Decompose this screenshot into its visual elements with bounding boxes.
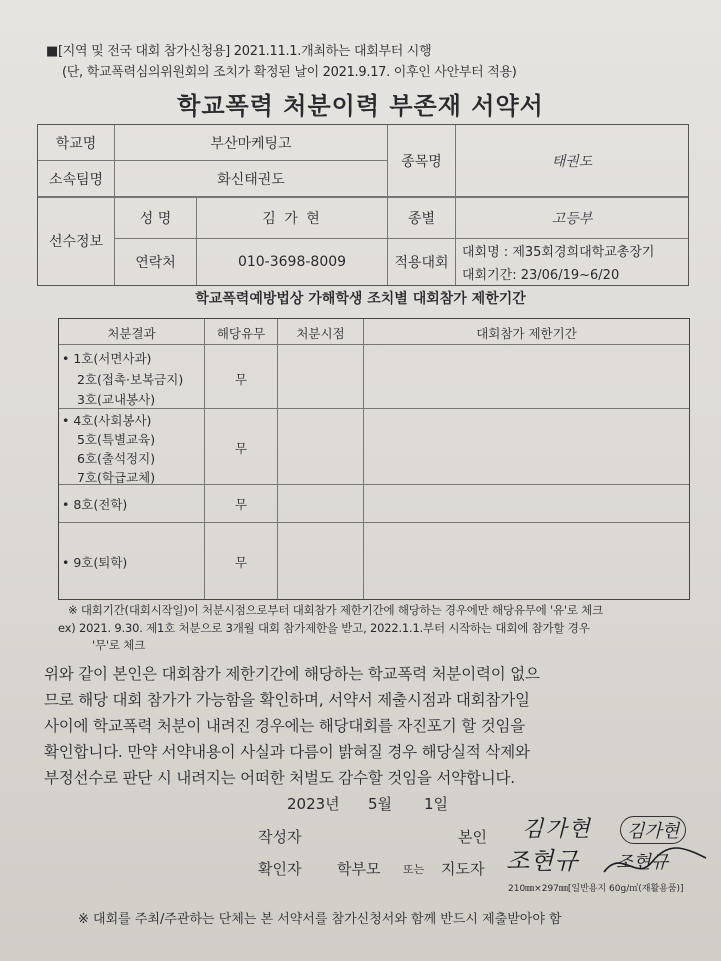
guide-signature-scribble	[600, 838, 710, 884]
contact-label: 연락처	[135, 255, 176, 271]
paper-spec: 210㎜×297㎜[일반용지 60g/㎡(재활용품)]	[508, 884, 684, 894]
pledge-text	[44, 661, 694, 791]
guide-label: 지도자	[441, 860, 485, 878]
confirmer-label: 확인자	[258, 860, 302, 878]
event-value: 태권도	[551, 153, 593, 170]
or-label: 또는	[403, 863, 425, 876]
pledge-line: 므로 해당 대회 참가가 가능함을 확인하며, 서약서 제출시점과 대회참가일	[44, 691, 530, 709]
writer-label: 작성자	[258, 828, 302, 846]
contact-value: 010-3698-8009	[237, 254, 347, 270]
measure-item: • 9호(퇴학)	[62, 555, 128, 570]
note-line-2: ex) 2021. 9.30. 제1호 처분으로 3개월 대회 참가제한을 받고, 2022.1.1.부터 시작하는 대회에 참가할 경우	[58, 621, 590, 635]
applicable-value: 무	[234, 497, 248, 512]
competition-name: 대회명 : 제35회경희대학교총장기	[462, 245, 655, 260]
pledge-line: 사이에 학교폭력 처분이 내려진 경우에는 해당대회를 자진포기 할 것임을	[44, 717, 526, 735]
col-header-time: 처분시점	[296, 326, 345, 341]
team-value: 화신태권도	[217, 171, 285, 188]
event-label: 종목명	[401, 153, 442, 170]
school-value: 부산마케팅고	[210, 135, 292, 152]
applicable-value: 무	[234, 441, 248, 456]
self-label: 본인	[458, 828, 487, 846]
applicable-value: 무	[234, 372, 248, 387]
guide-signature-seal: 조현규	[616, 852, 669, 873]
pledge-line: 부정선수로 판단 시 내려지는 어떠한 처벌도 감수할 것임을 서약합니다.	[44, 769, 515, 787]
measure-item: 6호(출석정지)	[77, 451, 156, 466]
school-label: 학교명	[55, 135, 97, 152]
measure-item: 5호(특별교육)	[77, 432, 156, 447]
category-label: 종별	[407, 210, 436, 227]
measures-table	[58, 318, 690, 600]
measure-item: • 8호(전학)	[62, 497, 128, 512]
date-day: 1일	[424, 795, 449, 813]
pledge-line: 확인합니다. 만약 서약내용이 사실과 다름이 밝혀질 경우 해당실적 삭제와	[44, 743, 530, 761]
team-label: 소속팀명	[48, 171, 104, 188]
footer-notice: ※ 대회를 주최/주관하는 단체는 본 서약서를 참가신청서와 함께 반드시 제출받아야 함	[78, 912, 562, 927]
player-info-table	[37, 124, 689, 286]
col-header-result: 처분결과	[107, 326, 156, 341]
measure-item: 3호(교내봉사)	[77, 392, 156, 407]
note-line-1: ※ 대회기간(대회시작일)이 처분시점으로부터 대회참가 제한기간에 해당하는 경우에만 해당유무에 '유'로 체크	[68, 603, 604, 617]
name-label: 성 명	[139, 210, 172, 227]
header-condition: (단, 학교폭력심의위원회의 조치가 확정된 날이 2021.9.17. 이후인 사안부터 적용)	[62, 65, 517, 80]
measure-item: • 4호(사회봉사)	[62, 413, 152, 428]
competition-period: 대회기간: 23/06/19~6/20	[462, 268, 620, 283]
parent-label: 학부모	[337, 860, 381, 878]
self-handwritten-name: 김가현	[522, 817, 592, 842]
col-header-period: 대회참가 제한기간	[476, 326, 577, 341]
date-month: 5월	[368, 795, 393, 813]
col-header-applicable: 해당유무	[216, 326, 266, 341]
competition-label: 적용대회	[394, 255, 449, 271]
note-line-3: '무'로 체크	[92, 638, 146, 652]
applicable-value: 무	[234, 555, 248, 570]
measure-item: 2호(접촉·보복금지)	[77, 372, 184, 387]
measure-item: 7호(학급교체)	[77, 470, 156, 485]
player-info-label: 선수정보	[48, 234, 104, 250]
name-value: 김 가 현	[262, 210, 322, 227]
document-title: 학교폭력 처분이력 부존재 서약서	[177, 92, 544, 120]
pledge-line: 위와 같이 본인은 대회참가 제한기간에 해당하는 학교폭력 처분이력이 없으	[44, 665, 540, 683]
self-signature-seal: 김가현	[620, 816, 686, 844]
guide-handwritten-name: 조현규	[506, 847, 579, 875]
header-notice: ■[지역 및 전국 대회 참가신청용] 2021.11.1.개최하는 대회부터 시행	[46, 44, 432, 59]
measure-item: • 1호(서면사과)	[62, 351, 152, 366]
date-year: 2023년	[287, 795, 340, 813]
category-value: 고등부	[551, 210, 593, 227]
restriction-subtitle: 학교폭력예방법상 가해학생 조치별 대회참가 제한기간	[195, 291, 526, 307]
